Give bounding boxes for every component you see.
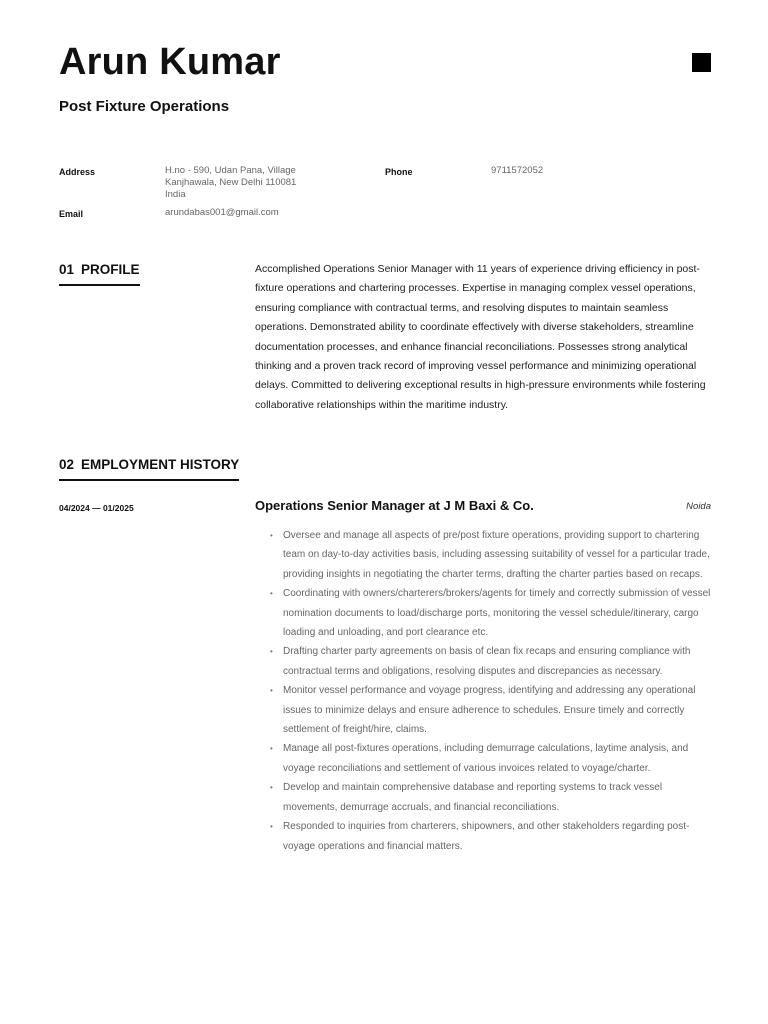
profile-heading — [59, 262, 140, 286]
job-duties-list — [268, 526, 718, 856]
candidate-name: Arun Kumar — [59, 41, 281, 83]
list-item: • Coordinating with owners/charterers/brokers/agents for timely and correctly submission of vessel nomination documents to load/discharge ports, monitoring the vessel schedule/itinerary, cargo loading and unloading, and port clearance etc. — [268, 584, 718, 642]
job-location: Noida — [686, 501, 711, 512]
employment-section-number: 02 — [59, 457, 75, 472]
logo-square-icon — [692, 53, 711, 72]
email-label: Email — [59, 209, 84, 219]
phone-label: Phone — [385, 167, 413, 177]
address-line-1: H.no - 590, Udan Pana, Village — [165, 165, 296, 176]
employment-section-title: EMPLOYMENT HISTORY — [81, 457, 240, 472]
job-role: Operations Senior Manager at J M Baxi & Co. — [255, 498, 534, 513]
profile-summary: Accomplished Operations Senior Manager with 11 years of experience driving efficiency in post-fixture operations and chartering processes. Expertise in managing complex vessel operations, ensuring compliance with contractual terms, and resolving disputes to maintain seamless operations. Demonstrated ability to coordinate effectively with diverse stakeholders, streamline documentation processes, and enhance financial reconciliations. Possesses strong analytical thinking and a proven track record of improving vessel performance and minimizing operational delays. Committed to delivering exceptional results in high-pressure environments while fostering collaborative relationships within the maritime industry. — [255, 263, 706, 411]
profile-section-number: 01 — [59, 262, 75, 277]
list-item: • Develop and maintain comprehensive database and reporting systems to track vessel movements, demurrage accruals, and financial reconciliations. — [268, 778, 718, 817]
phone-value: 9711572052 — [491, 165, 544, 176]
list-item: • Manage all post-fixtures operations, including demurrage calculations, laytime analysis, and voyage reconciliations and settlement of various invoices related to voyage/charter. — [268, 739, 718, 778]
address-line-3: India — [165, 189, 186, 200]
email-value: arundabas001@gmail.com — [165, 207, 279, 218]
profile-section-title: PROFILE — [81, 262, 140, 277]
list-item: • Oversee and manage all aspects of pre/post fixture operations, providing support to chartering team on day-to-day activities basis, including assessing suitability of vessel for a particular trade, providing insights in negotiating the charter terms, drafting the charter parties based on recaps. — [268, 526, 718, 584]
candidate-job-title: Post Fixture Operations — [59, 98, 230, 115]
address-label: Address — [59, 167, 96, 177]
list-item: • Monitor vessel performance and voyage progress, identifying and addressing any operational issues to minimize delays and ensure adherence to schedules. Ensure timely and correctly settlement of freight/hire, claims. — [268, 681, 718, 739]
job-dates: 04/2024 — 01/2025 — [59, 503, 134, 513]
employment-heading — [59, 457, 239, 481]
list-item: • Drafting charter party agreements on basis of clean fix recaps and ensuring compliance with contractual terms and obligations, resolving disputes and discrepancies as necessary. — [268, 642, 718, 681]
list-item: • Responded to inquiries from charterers, shipowners, and other stakeholders regarding post-voyage operations and financial matters. — [268, 817, 718, 856]
address-line-2: Kanjhawala, New Delhi 110081 — [165, 177, 297, 188]
